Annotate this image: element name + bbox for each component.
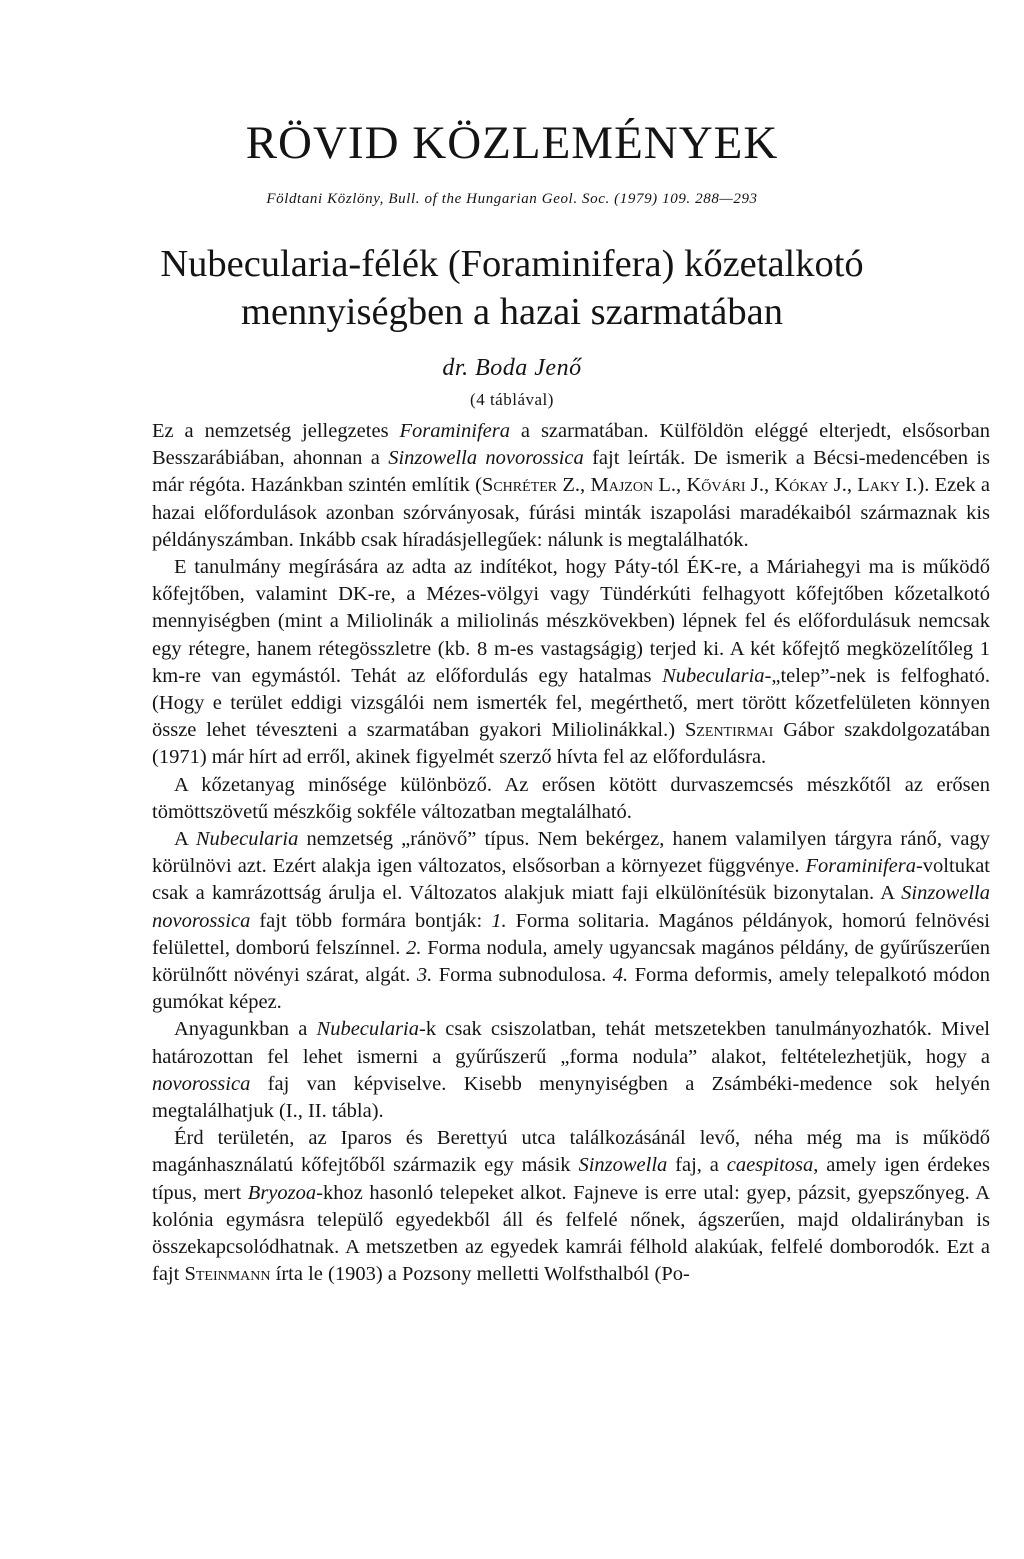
- italic-term: Foraminifera: [399, 420, 510, 442]
- text-run: A: [174, 828, 196, 851]
- paragraph: [152, 1125, 990, 1288]
- text-run: fajt több formára bontják:: [250, 909, 492, 932]
- text-run: Forma solitaria. Magános példányok, homorú felnövési felülettel, domború felszínnel.: [152, 909, 990, 959]
- italic-term: 3.: [416, 964, 433, 987]
- text-run: nemzetség „ránövő” típus. Nem bekérgez, hanem valamilyen tárgyra ránő, vagy körülnövi azt. Ezért alakja igen változatos, elsősorban a környezet függvénye.: [152, 828, 990, 878]
- text-run: Forma deformis, amely telepalkotó módon gumókat képez.: [152, 964, 991, 1014]
- text-run: Érd területén, az Iparos és Berettyú utca találkozásánál levő, néha még ma is működő magánhasználatú kőfejtőből származik egy másik: [152, 1127, 990, 1177]
- italic-term: Nubecularia: [662, 664, 765, 687]
- text-run: L.,: [653, 474, 687, 497]
- section-title: RÖVID KÖZLEMÉNYEK: [245, 117, 779, 169]
- text-run: faj, a: [667, 1154, 727, 1177]
- italic-term: Nubecularia: [195, 828, 299, 851]
- text-run: Forma subnodulosa.: [432, 964, 613, 987]
- article-body: [152, 418, 990, 1289]
- text-run: I.). Ezek a hazai előfordulások azonban szórványosak, fúrási minták iszapolási maradékaiból származnak kis példányszámban. Inkább csak híradásjellegűek: nálunk is megtalálhatók.: [152, 474, 990, 551]
- text-run: Forma nodula, amely ugyancsak magános példány, de gyűrűszerűen körülnőtt növényi szárat, algát.: [152, 936, 990, 987]
- article-title: Nubecularia-félék (Foraminifera) kőzetalkotó mennyiségben a hazai szarmatában: [160, 243, 864, 333]
- author-reference: Majzon: [590, 474, 654, 497]
- author-reference: Steinmann: [184, 1263, 271, 1286]
- text-run: a szarmatában. Külföldön eléggé elterjedt, elsősorban Besszarábiában, ahonnan a: [152, 420, 990, 470]
- text-run: faj van képviselve. Kisebb menynyiségben a Zsámbéki-medence sok helyén megtalálhatjuk (I., II. tábla).: [152, 1072, 990, 1123]
- italic-term: novorossica: [152, 1072, 251, 1095]
- italic-term: Nubecularia: [316, 1018, 420, 1041]
- text-run: -„telep”-nek is felfogható. (Hogy e terület eddigi vizsgálói nem ismerték fel, megérthető, mert törött kőzetfelületen könnyen össze lehet téveszteni a szarmatában gyakori Miliolinákkal.): [152, 664, 990, 742]
- text-run: Z.,: [557, 474, 591, 497]
- author-reference: Szentirmai: [684, 719, 774, 742]
- italic-term: Sinzowella novorossica: [388, 447, 584, 470]
- text-run: írta le (1903) a Pozsony melletti Wolfsthalból (Po-: [270, 1263, 690, 1286]
- journal-citation: Földtani Közlöny, Bull. of the Hungarian Geol. Soc. (1979) 109. 288—293: [266, 191, 758, 207]
- author-reference: Kővári: [686, 474, 746, 497]
- italic-term: Foraminifera: [805, 855, 916, 878]
- italic-term: 2.: [406, 936, 422, 959]
- text-run: A kőzetanyag minősége különböző. Az erősen kötött durvaszemcsés mészkőtől az erősen tömöttszövetű mészkőig sokféle változatban megtalálható.: [152, 773, 990, 823]
- italic-term: Bryozoa: [247, 1181, 317, 1204]
- plates-note: (4 táblával): [470, 390, 554, 409]
- text-run: Gábor szakdolgozatában (1971) már hírt ad erről, akinek figyelmét szerző hívta fel az előfordulásra.: [152, 719, 990, 769]
- italic-term: Sinzowella: [578, 1154, 668, 1177]
- text-run: J.,: [828, 474, 858, 497]
- text-run: J.,: [745, 474, 775, 497]
- text-run: -k csak csiszolatban, tehát metszetekben tanulmányozhatók. Mivel határozottan fel lehet ismerni a gyűrűszerű „forma nodula” alakot, feltételezhetjük, hogy a: [152, 1018, 990, 1068]
- italic-term: 1.: [491, 909, 507, 932]
- italic-term: 4.: [612, 964, 629, 987]
- text-run: fajt leírták. De ismerik a Bécsi-medencében is már régóta. Hazánkban szintén említik (: [152, 447, 991, 497]
- author-reference: Kókay: [774, 474, 829, 497]
- italic-term: Sinzowella novorossica: [152, 882, 990, 932]
- text-run: , amely igen érdekes típus, mert: [152, 1154, 990, 1204]
- text-run: E tanulmány megírására az adta az indítékot, hogy Páty-tól ÉK-re, a Máriahegyi ma is működő kőfejtőben, valamint DK-re, a Mézes-völgyi vagy Tündérkúti felhagyott kőfejtőben kőzetalkotó mennyiségben (mint a Miliolinák a miliolinás mészkövekben) lépnek fel és előfordulásuk nemcsak egy rétegre, hanem rétegösszletre (kb. 8 m-es vastagságig) terjed ki. A két kőfejtő megközelítőleg 1 km-re van egymástól. Tehát az előfordulás egy hatalmas: [152, 556, 990, 687]
- author-reference: Laky: [857, 474, 901, 497]
- italic-term: caespitosa: [726, 1154, 814, 1177]
- paragraph: [152, 1016, 990, 1125]
- paragraph: [152, 554, 990, 772]
- text-run: Ez a nemzetség jellegzetes: [152, 420, 400, 442]
- text-run: Anyagunkban a: [174, 1018, 317, 1041]
- paragraph: [152, 772, 990, 826]
- paragraph: [152, 826, 990, 1016]
- text-run: -khoz hasonló telepeket alkot. Fajneve is erre utal: gyep, pázsit, gyepszőnyeg. A kolónia egymásra települő egyedekből áll és felfelé nőnek, ágszerűen, majd oldalirányban is összekapcsolódhatnak. A metszetben az egyedek kamrái félhold alakúak, felfelé domborodók. Ezt a fajt: [152, 1181, 991, 1286]
- author-reference: Schréter: [481, 474, 558, 497]
- paragraph: [152, 418, 990, 554]
- text-run: -voltukat csak a kamrázottság árulja el. Változatos alakjuk miatt faji elkülönítésük bizonytalan. A: [152, 855, 990, 905]
- author-name: dr. Boda Jenő: [442, 355, 582, 381]
